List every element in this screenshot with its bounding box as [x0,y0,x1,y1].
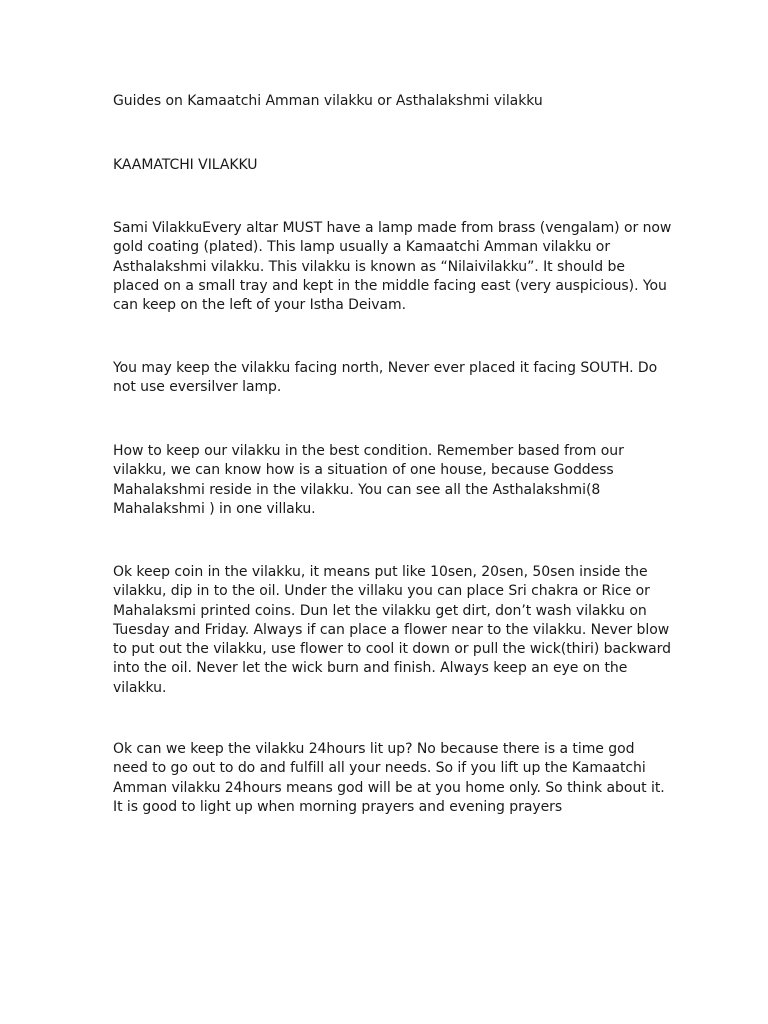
document-title: Guides on Kamaatchi Amman vilakku or Asthalakshmi vilakku [113,93,543,109]
section-heading: KAAMATCHI VILAKKU [113,157,258,173]
paragraph-coin-care: Ok keep coin in the vilakku, it means put like 10sen, 20sen, 50sen inside the vilakku, dip in to the oil. Under the villaku you can place Sri chakra or Rice or Mahalaksmi printed coins. Dun let the vilakku get dirt, don’t wash vilakku on Tuesday and Friday. Always if can place a flower near to the vilakku. Never blow to put out the vilakku, use flower to cool it down or pull the wick(thiri) backward into the oil. Never let the wick burn and finish. Always keep an eye on the vilakku. [113,564,671,696]
paragraph-best-condition: How to keep our vilakku in the best condition. Remember based from our vilakku, we can know how is a situation of one house, because Goddess Mahalakshmi reside in the vilakku. You can see all the Asthalakshmi(8 Mahalakshmi ) in one villaku. [113,443,624,517]
paragraph-24-hours: Ok can we keep the vilakku 24hours lit up? No because there is a time god need to go out to do and fulfill all your needs. So if you lift up the Kamaatchi Amman vilakku 24hours means god will be at you home only. So think about it. It is good to light up when morning prayers and evening prayers [113,741,665,815]
paragraph-altar-lamp: Sami VilakkuEvery altar MUST have a lamp made from brass (vengalam) or now gold coating (plated). This lamp usually a Kamaatchi Amman vilakku or Asthalakshmi vilakku. This vilakku is known as “Nilaivilakku”. It should be placed on a small tray and kept in the middle facing east (very auspicious). You can keep on the left of your Istha Deivam. [113,220,672,314]
paragraph-facing-direction: You may keep the vilakku facing north, Never ever placed it facing SOUTH. Do not use eversilver lamp. [113,360,658,396]
